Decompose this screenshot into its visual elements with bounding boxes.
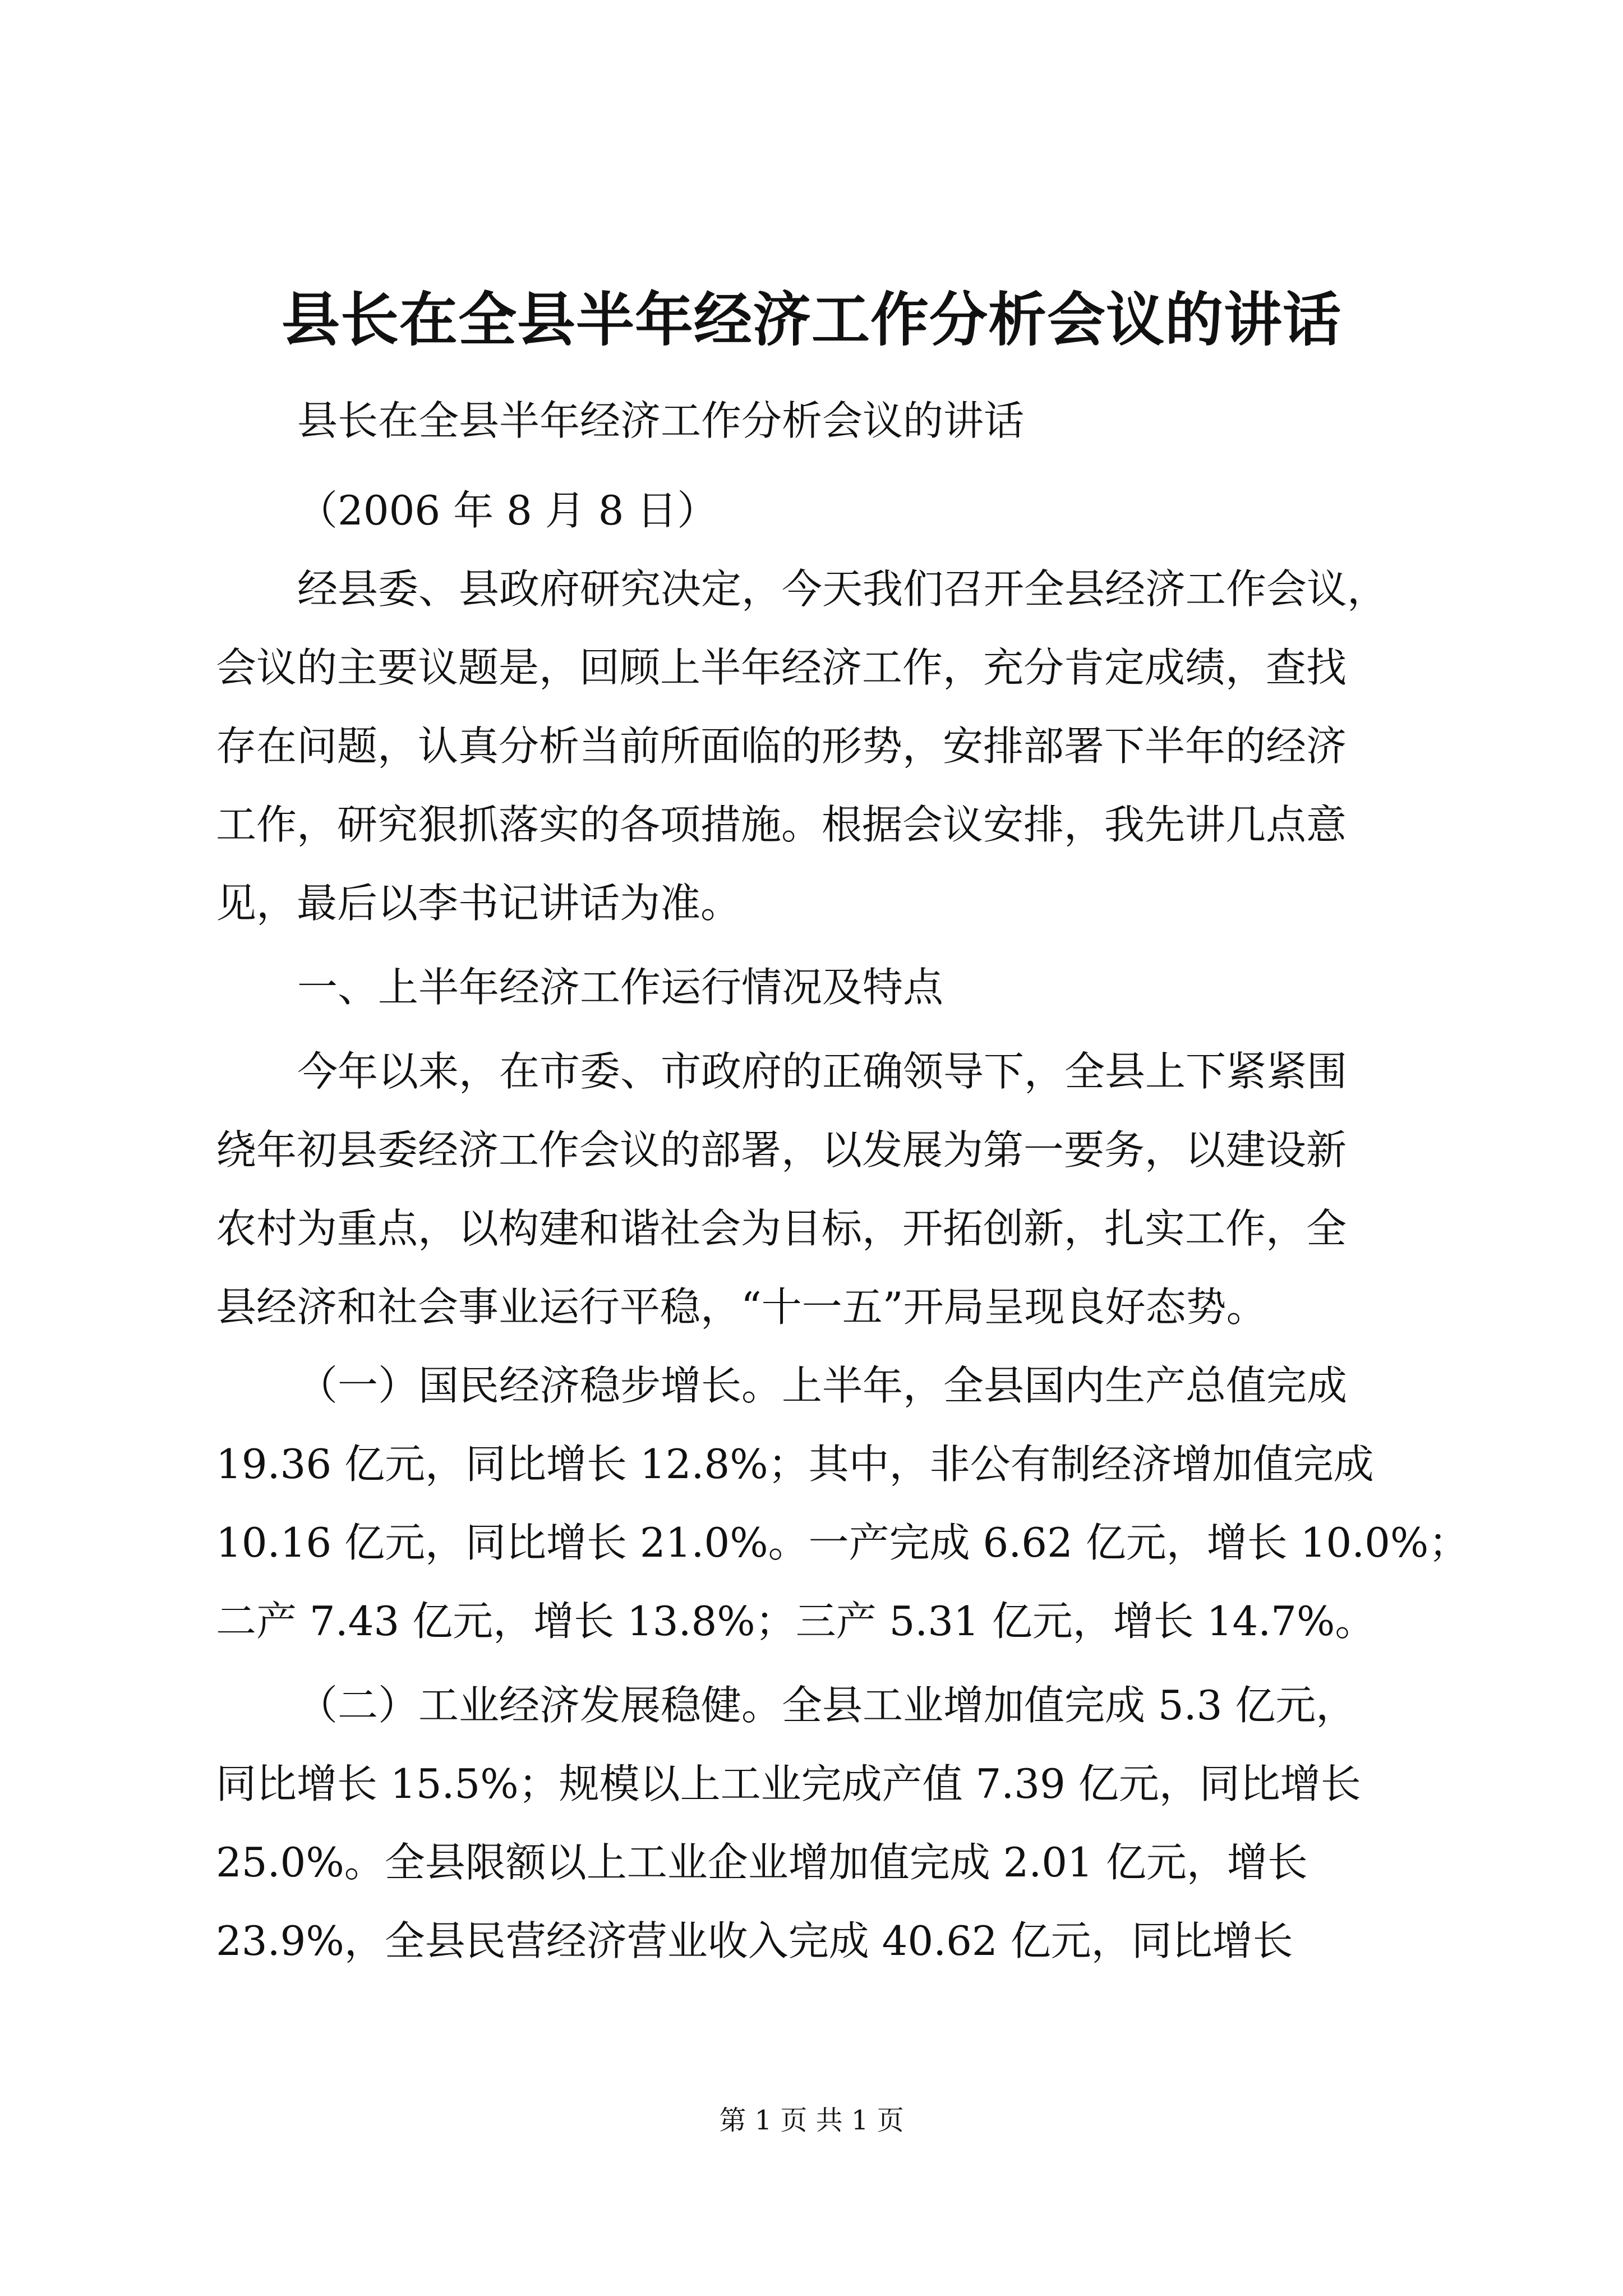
- page-footer: 第 1 页 共 1 页: [719, 2105, 904, 2136]
- paragraph-line: 10.16 亿元，同比增长 21.0%。一产完成 6.62 亿元，增长 10.0%；: [216, 1519, 1469, 1566]
- paragraph-line: 农村为重点，以构建和谐社会为目标，开拓创新，扎实工作，全: [216, 1205, 1347, 1252]
- paragraph-line: 19.36 亿元，同比增长 12.8%；其中，非公有制经济增加值完成: [216, 1441, 1374, 1488]
- section-heading: 一、上半年经济工作运行情况及特点: [297, 964, 944, 1011]
- paragraph-line: 存在问题，认真分析当前所面临的形势，安排部署下半年的经济: [216, 723, 1347, 770]
- paragraph-line: 工作，研究狠抓落实的各项措施。根据会议安排，我先讲几点意: [216, 801, 1347, 848]
- document-title: 县长在全县半年经济工作分析会议的讲话: [281, 285, 1341, 354]
- paragraph-line: 县经济和社会事业运行平稳，“十一五”开局呈现良好态势。: [216, 1283, 1267, 1331]
- paragraph-line: 今年以来，在市委、市政府的正确领导下，全县上下紧紧围: [297, 1048, 1348, 1095]
- subtitle-line: 县长在全县半年经济工作分析会议的讲话: [297, 397, 1025, 444]
- paragraph-line: 二产 7.43 亿元，增长 13.8%；三产 5.31 亿元，增长 14.7%。: [216, 1598, 1376, 1645]
- paragraph-line: 绕年初县委经济工作会议的部署，以发展为第一要务，以建设新: [216, 1126, 1347, 1174]
- paragraph-line: 经县委、县政府研究决定，今天我们召开全县经济工作会议，: [297, 565, 1388, 613]
- paragraph-line: （一）国民经济稳步增长。上半年，全县国内生产总值完成: [297, 1362, 1348, 1409]
- paragraph-line: 见，最后以李书记讲话为准。: [216, 880, 741, 927]
- paragraph-line: （二）工业经济发展稳健。全县工业增加值完成 5.3 亿元，: [297, 1682, 1357, 1729]
- paragraph-line: 25.0%。全县限额以上工业企业增加值完成 2.01 亿元，增长: [216, 1839, 1308, 1886]
- date-line: （2006 年 8 月 8 日）: [297, 487, 718, 534]
- paragraph-line: 23.9%，全县民营经济营业收入完成 40.62 亿元，同比增长: [216, 1917, 1293, 1964]
- paragraph-line: 同比增长 15.5%；规模以上工业完成产值 7.39 亿元，同比增长: [216, 1760, 1361, 1807]
- paragraph-line: 会议的主要议题是，回顾上半年经济工作，充分肯定成绩，查找: [216, 644, 1347, 691]
